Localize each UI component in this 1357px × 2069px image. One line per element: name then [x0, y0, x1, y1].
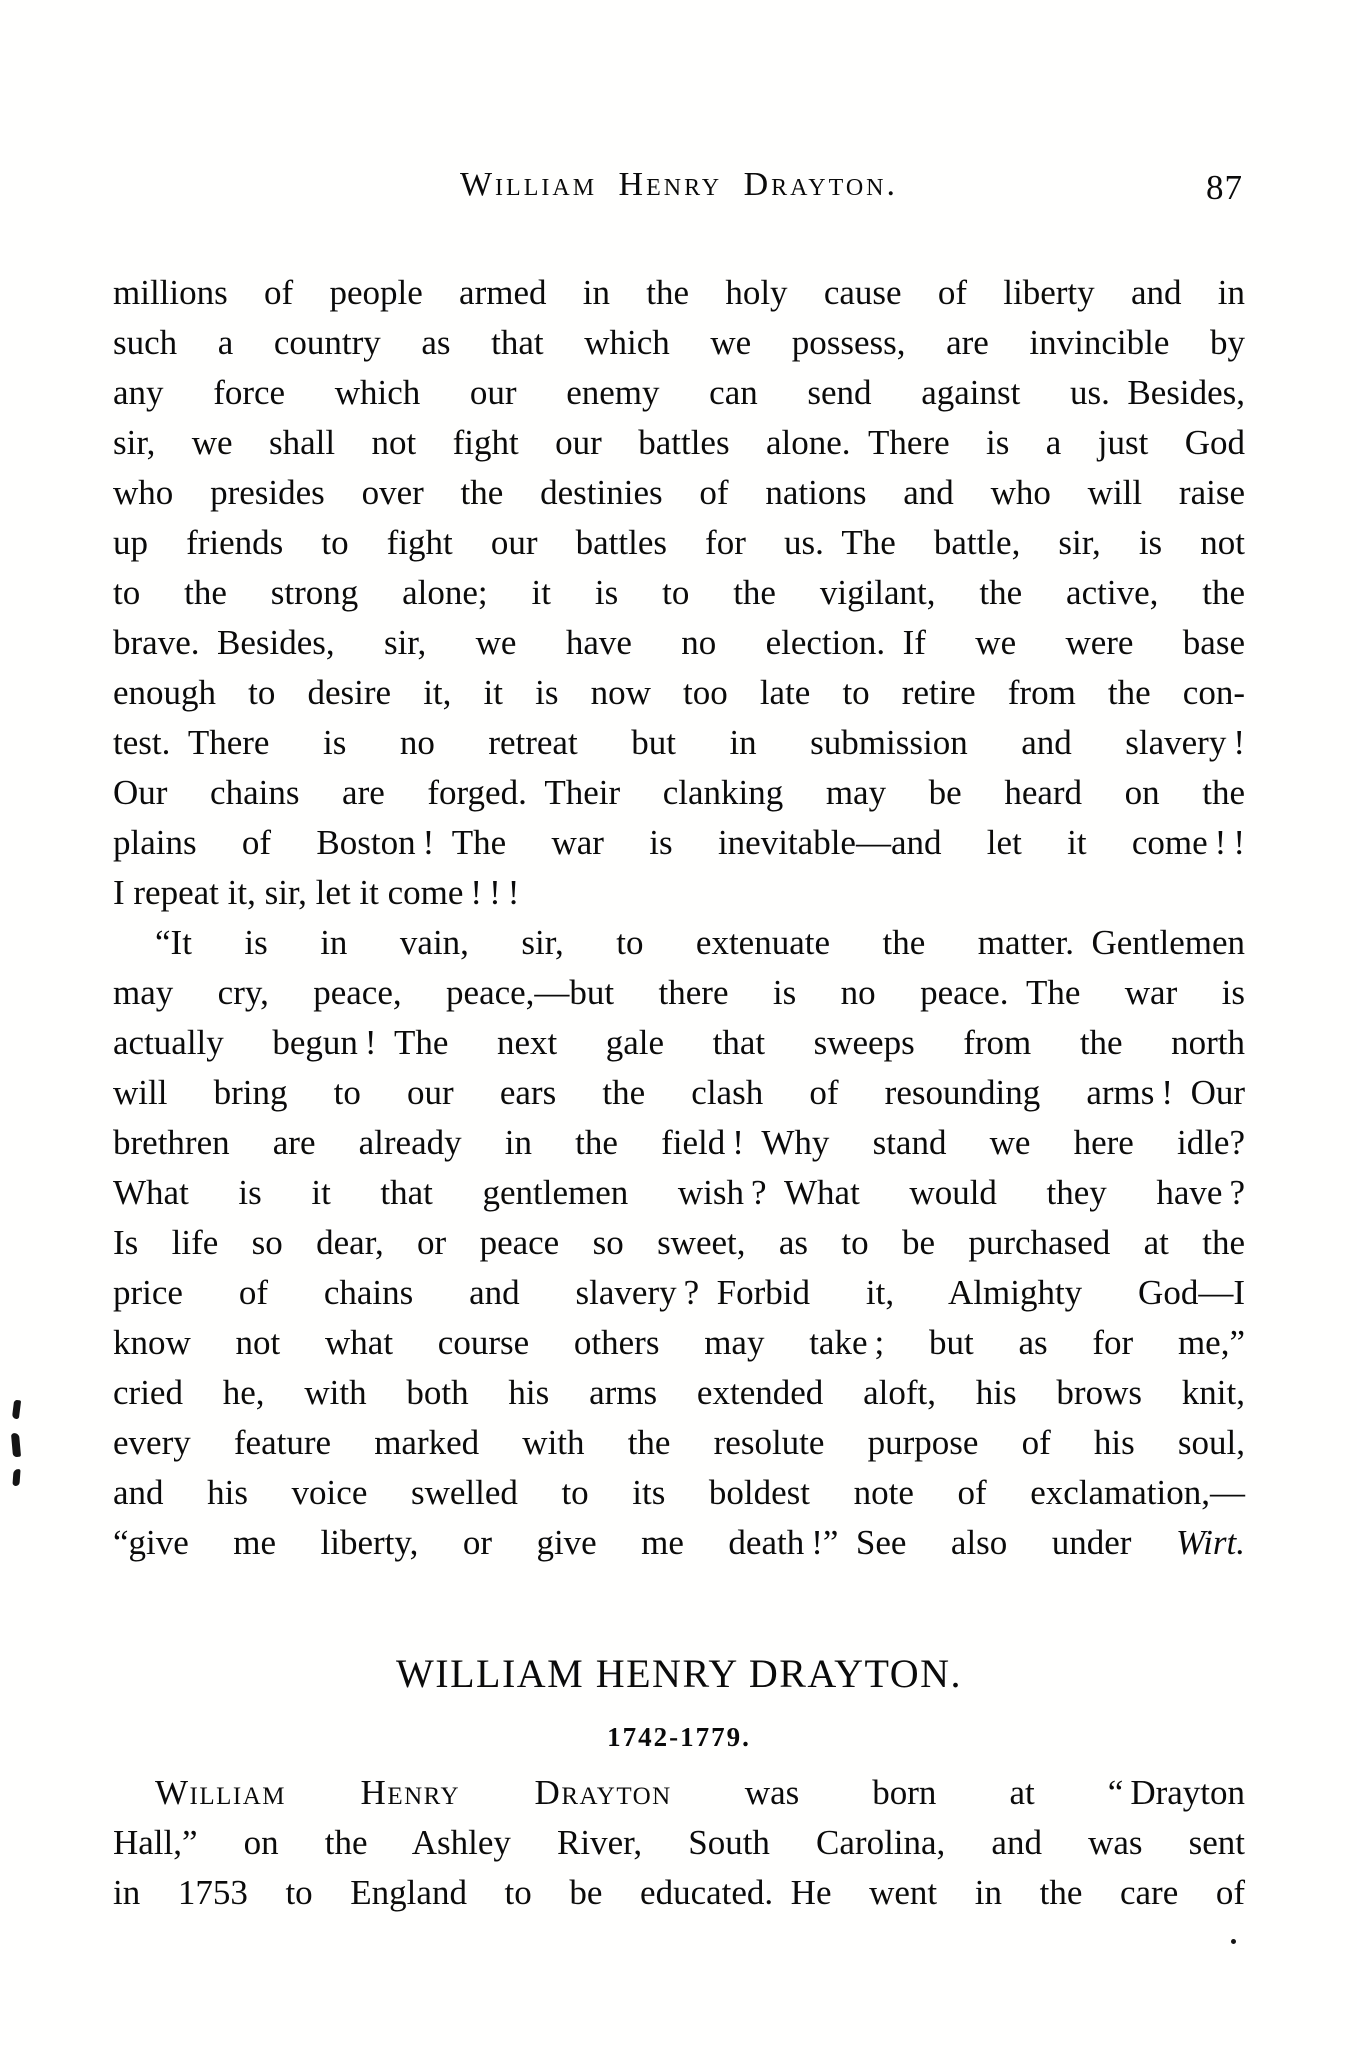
running-title: William Henry Drayton.	[459, 166, 899, 203]
speech-paragraphs	[113, 268, 1245, 1568]
text-line: know not what course others may take ; but as for me,”	[113, 1323, 1245, 1362]
text-line: brethren are already in the field ! Why stand we here idle?	[113, 1123, 1245, 1162]
text-line: every feature marked with the resolute purpose of his soul,	[113, 1423, 1245, 1462]
text-line: and his voice swelled to its boldest note of exclamation,—	[113, 1473, 1245, 1512]
section-heading: WILLIAM HENRY DRAYTON.	[396, 1651, 962, 1696]
ink-smudge	[12, 1400, 21, 1420]
text-line: brave. Besides, sir, we have no election. If we were base	[113, 623, 1245, 662]
section-dates: 1742-1779.	[607, 1722, 751, 1752]
text-line: such a country as that which we possess, are invincible by	[113, 323, 1245, 362]
text-line: will bring to our ears the clash of resounding arms ! Our	[113, 1073, 1245, 1112]
text-line: up friends to fight our battles for us. The battle, sir, is not	[113, 523, 1245, 562]
text-line: “It is in vain, sir, to extenuate the matter. Gentlemen	[155, 923, 1245, 962]
text-line: price of chains and slavery ? Forbid it, Almighty God—I	[113, 1273, 1245, 1312]
text-line: millions of people armed in the holy cause of liberty and in	[113, 273, 1245, 312]
text-line: Our chains are forged. Their clanking may be heard on the	[113, 773, 1245, 812]
text-line: enough to desire it, it is now too late to retire from the con-	[113, 673, 1245, 712]
page-header	[113, 166, 1245, 212]
text-line: Hall,” on the Ashley River, South Carolina, and was sent	[113, 1823, 1245, 1862]
text-line: any force which our enemy can send against us. Besides,	[113, 373, 1245, 412]
text-line: sir, we shall not fight our battles alone. There is a just God	[113, 423, 1245, 462]
text-line: Is life so dear, or peace so sweet, as to be purchased at the	[113, 1223, 1245, 1262]
text-line: test. There is no retreat but in submission and slavery !	[113, 723, 1245, 762]
biography-paragraph	[113, 1768, 1245, 1918]
text-line: I repeat it, sir, let it come ! ! !	[113, 873, 520, 912]
text-line: “give me liberty, or give me death !” See also under Wirt.	[113, 1523, 1245, 1562]
text-line: William Henry Drayton was born at “ Drayton	[155, 1773, 1246, 1812]
ink-smudge	[12, 1469, 20, 1486]
text-line: who presides over the destinies of nations and who will raise	[113, 473, 1245, 512]
text-line: cried he, with both his arms extended aloft, his brows knit,	[113, 1373, 1245, 1412]
text-line: in 1753 to England to be educated. He went in the care of	[113, 1873, 1245, 1912]
text-line: plains of Boston ! The war is inevitable—and let it come ! !	[113, 823, 1245, 862]
text-line: What is it that gentlemen wish ? What would they have ?	[113, 1173, 1245, 1212]
ink-dot	[1231, 1939, 1236, 1944]
text-line: to the strong alone; it is to the vigilant, the active, the	[113, 573, 1245, 612]
text-line: actually begun ! The next gale that sweeps from the north	[113, 1023, 1245, 1062]
ink-smudge	[11, 1433, 21, 1458]
page-number: 87	[1206, 168, 1243, 207]
text-line: may cry, peace, peace,—but there is no peace. The war is	[113, 973, 1245, 1012]
